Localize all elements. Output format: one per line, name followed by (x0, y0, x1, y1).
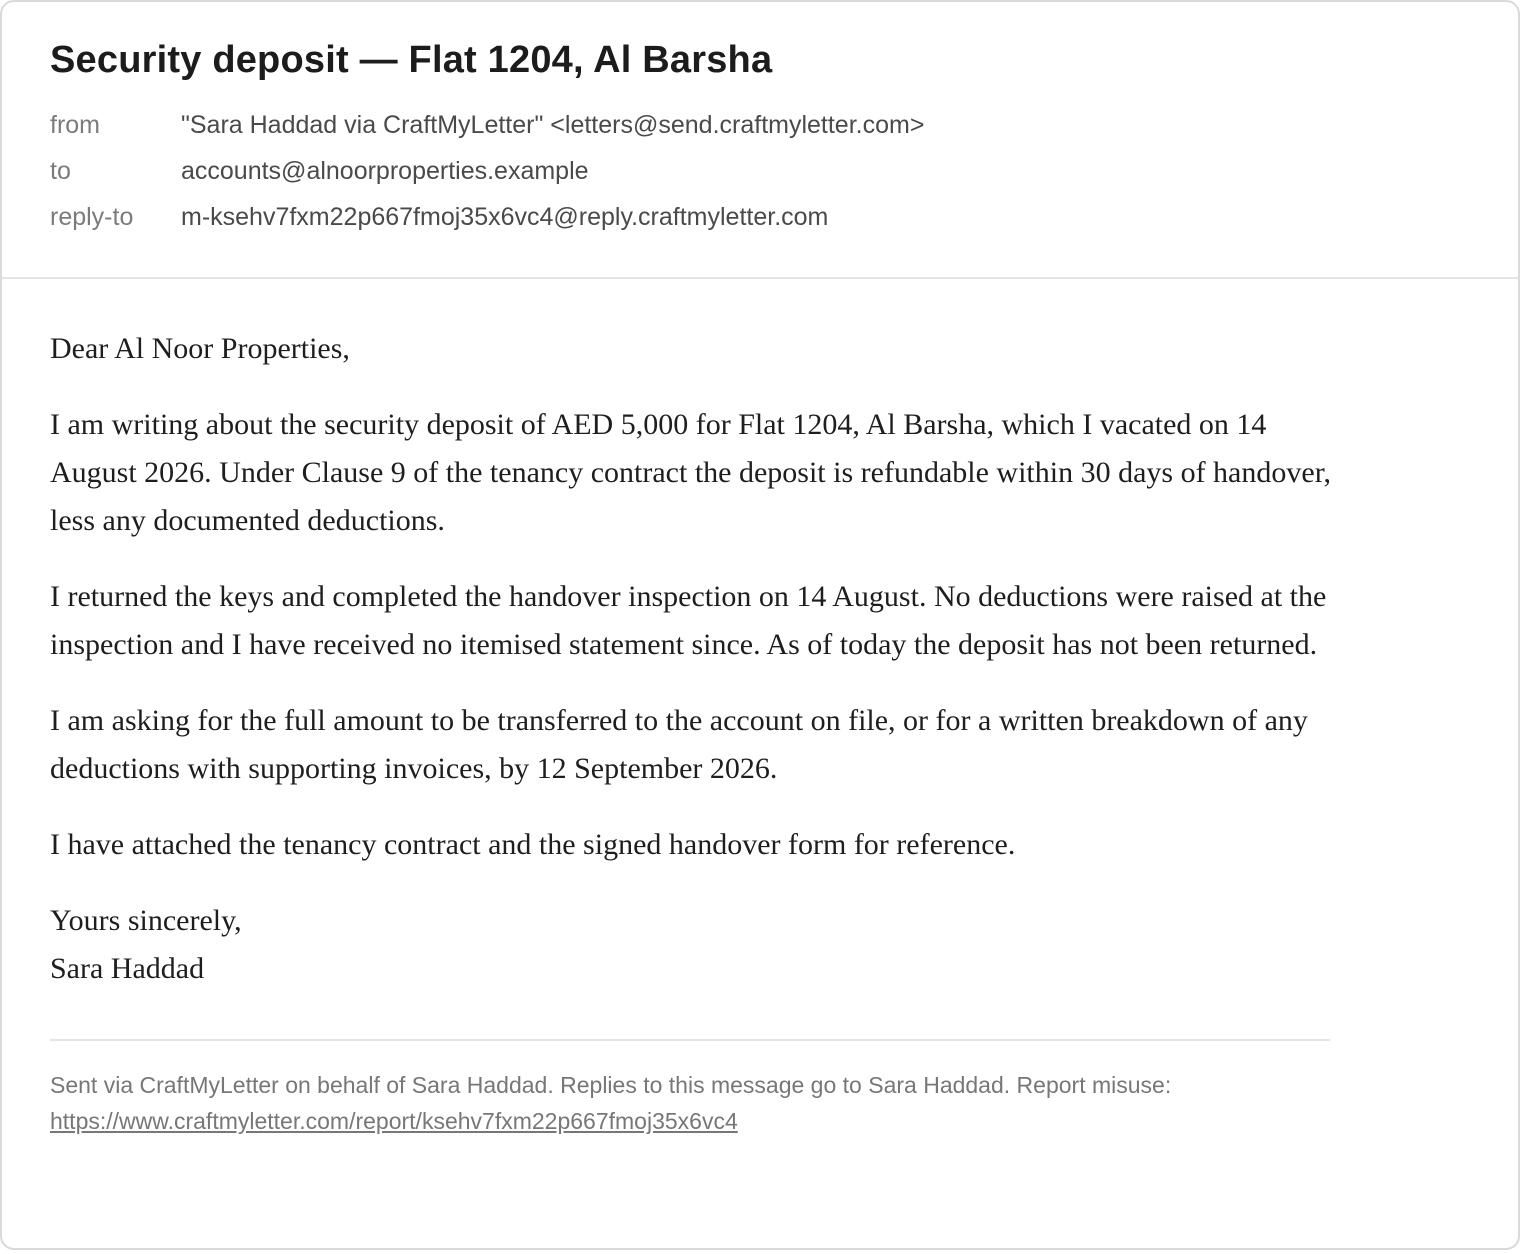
signature: Sara Haddad (50, 952, 205, 985)
email-meta (50, 102, 1470, 240)
to-label: to (50, 157, 71, 185)
email-footer (50, 1039, 1330, 1139)
email-body (2, 279, 1380, 1139)
to-row (50, 148, 1470, 194)
from-label: from (50, 111, 100, 139)
footer-note: Sent via CraftMyLetter on behalf of Sara Haddad. Replies to this message go to Sara Haddad. Report misuse: (50, 1072, 1172, 1098)
closing: Yours sincerely, (50, 904, 242, 937)
email-header (2, 2, 1518, 279)
reply-to-address[interactable]: m-ksehv7fxm22p667fmoj35x6vc4@reply.craftmyletter.com (181, 203, 829, 231)
salutation: Dear Al Noor Properties, (50, 332, 350, 365)
from-row (50, 102, 1470, 148)
report-misuse-link[interactable]: https://www.craftmyletter.com/report/ksehv7fxm22p667fmoj35x6vc4 (50, 1108, 738, 1134)
reply-to-label: reply-to (50, 203, 134, 231)
reply-to-row (50, 194, 1470, 240)
email-subject: Security deposit — Flat 1204, Al Barsha (50, 39, 773, 81)
letter-paragraph: I have attached the tenancy contract and the signed handover form for reference. (50, 828, 1016, 861)
letter-content (50, 325, 1332, 993)
letter-paragraph: I am asking for the full amount to be transferred to the account on file, or for a written breakdown of any deductions with supporting invoices, by 12 September 2026. (50, 704, 1308, 785)
signoff (50, 897, 1332, 993)
to-address[interactable]: accounts@alnoorproperties.example (181, 157, 589, 185)
letter-paragraph: I returned the keys and completed the handover inspection on 14 August. No deductions were raised at the inspection and I have received no itemised statement since. As of today the deposit has not been returned. (50, 580, 1327, 661)
from-address[interactable]: "Sara Haddad via CraftMyLetter" <letters@send.craftmyletter.com> (181, 111, 925, 139)
letter-paragraph: I am writing about the security deposit of AED 5,000 for Flat 1204, Al Barsha, which I vacated on 14 August 2026. Under Clause 9 of the tenancy contract the deposit is refundable within 30 days of handover, less any documented deductions. (50, 408, 1331, 537)
